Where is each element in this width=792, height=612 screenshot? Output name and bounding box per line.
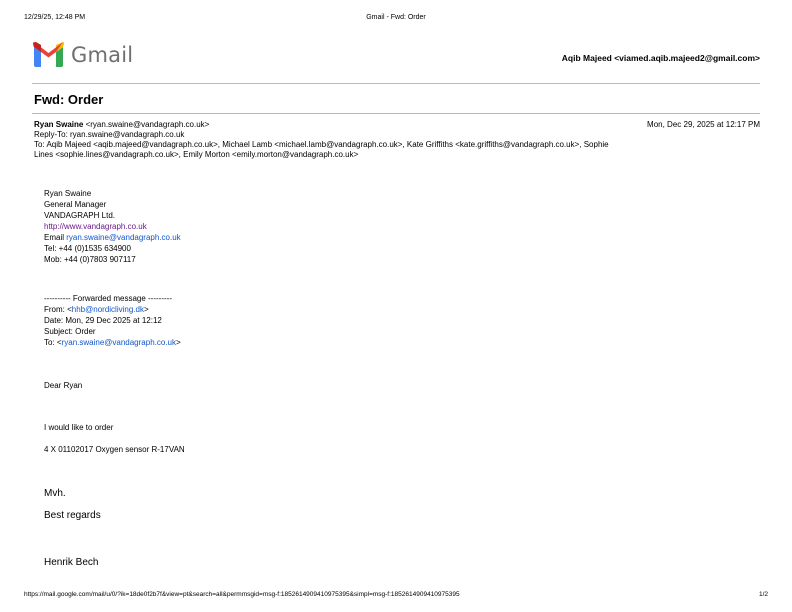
message-greeting: Dear Ryan xyxy=(44,381,83,390)
signature-name: Ryan Swaine xyxy=(44,189,92,198)
message-closing-regards: Best regards xyxy=(44,510,101,521)
print-datetime: 12/29/25, 12:48 PM xyxy=(24,14,86,21)
subject-divider xyxy=(32,113,760,114)
forwarded-from-label: From: < xyxy=(44,305,72,314)
logo-row xyxy=(32,42,760,72)
message-sender-name: Henrik Bech xyxy=(44,557,99,568)
reply-to-line: Reply-To: ryan.swaine@vandagraph.co.uk xyxy=(34,130,185,139)
to-line-1: To: Aqib Majeed <aqib.majeed@vandagraph.co.uk>, Michael Lamb <michael.lamb@vandagraph.co.uk>, Kate Griffiths <kate.griffiths@vandagraph.co.uk>, Sophie xyxy=(34,140,609,149)
signature-email-line xyxy=(44,232,181,243)
message-intro: I would like to order xyxy=(44,423,114,432)
forwarded-date: Date: Mon, 29 Dec 2025 at 12:12 xyxy=(44,316,162,325)
forwarded-from xyxy=(44,304,181,315)
signature-website-link[interactable]: http://www.vandagraph.co.uk xyxy=(44,222,147,231)
signature-block xyxy=(44,188,181,265)
forwarded-subject: Subject: Order xyxy=(44,327,96,336)
sender-address: <ryan.swaine@vandagraph.co.uk> xyxy=(85,120,210,129)
footer-page-number: 1/2 xyxy=(758,591,768,598)
footer-url: https://mail.google.com/mail/u/0/?ik=18de0f2b7f&view=pt&search=all&permmsgid=msg-f:1852614909410975395&simpl=msg-f:1852614909410975395 xyxy=(24,591,460,598)
header-divider xyxy=(32,83,760,84)
forwarded-from-link[interactable]: hhb@nordicliving.dk xyxy=(71,305,144,314)
print-title: Gmail - Fwd: Order xyxy=(366,14,426,21)
gmail-wordmark: Gmail xyxy=(71,42,134,67)
message-order-line: 4 X 01102017 Oxygen sensor R-17VAN xyxy=(44,445,185,454)
gmail-m-icon xyxy=(32,42,65,67)
forwarded-block xyxy=(44,293,181,348)
signature-email-label: Email xyxy=(44,233,67,242)
signature-tel: Tel: +44 (0)1535 634900 xyxy=(44,244,131,253)
forwarded-header: ---------- Forwarded message --------- xyxy=(44,294,172,303)
sent-datetime: Mon, Dec 29, 2025 at 12:17 PM xyxy=(647,120,760,129)
forwarded-from-close: > xyxy=(143,305,149,314)
signature-company: VANDAGRAPH Ltd. xyxy=(44,211,115,220)
signature-role: General Manager xyxy=(44,200,107,209)
forwarded-to-close: > xyxy=(176,338,181,347)
gmail-logo[interactable] xyxy=(32,42,133,67)
print-header xyxy=(0,14,792,26)
forwarded-to xyxy=(44,337,181,348)
email-meta xyxy=(34,120,760,160)
to-line-2: Lines <sophie.lines@vandagraph.co.uk>, Emily Morton <emily.morton@vandagraph.co.uk> xyxy=(34,150,359,159)
email-subject: Fwd: Order xyxy=(34,92,104,107)
forwarded-to-label: To: < xyxy=(44,338,62,347)
sender-name: Ryan Swaine xyxy=(34,120,84,129)
signature-mob: Mob: +44 (0)7803 907117 xyxy=(44,255,136,264)
signature-email-link[interactable]: ryan.swaine@vandagraph.co.uk xyxy=(66,233,181,242)
forwarded-to-link[interactable]: ryan.swaine@vandagraph.co.uk xyxy=(61,338,176,347)
account-name: Aqib Majeed <viamed.aqib.majeed2@gmail.com> xyxy=(561,53,760,63)
message-closing-mvh: Mvh. xyxy=(44,488,66,499)
